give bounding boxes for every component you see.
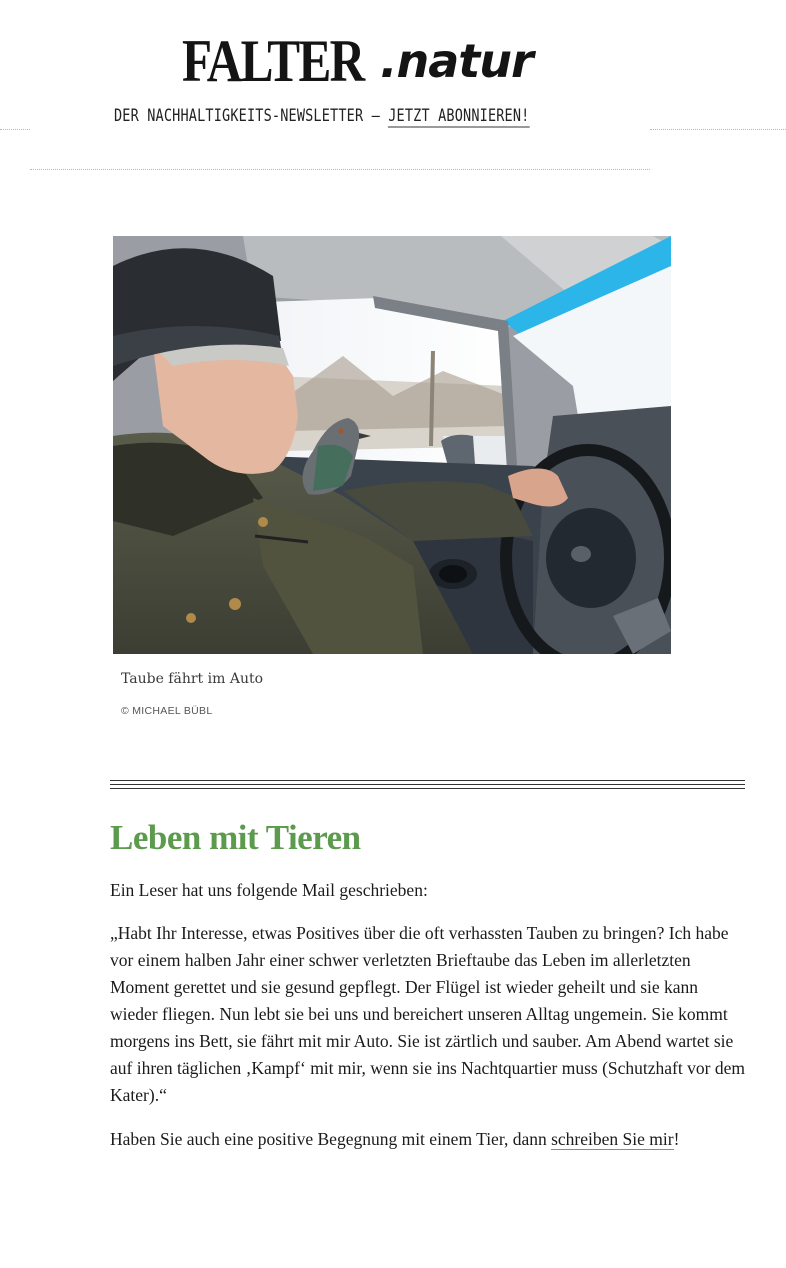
header-dotted-line-right — [650, 129, 786, 130]
subscribe-link[interactable]: JETZT ABONNIEREN! — [388, 106, 529, 128]
section-divider-bottom — [110, 788, 745, 789]
logo-natur-text: .natur — [380, 34, 533, 88]
tagline-text: DER NACHHALTIGKEITS-NEWSLETTER – — [114, 106, 389, 125]
write-to-me-link[interactable]: schreiben Sie mir — [551, 1129, 674, 1149]
section-divider-top — [110, 780, 745, 781]
logo-falter-text: FALTER — [182, 28, 364, 94]
call-to-action — [110, 1126, 746, 1153]
cta-suffix: ! — [673, 1129, 680, 1149]
article-intro: Ein Leser hat uns folgende Mail geschrieben: — [110, 880, 428, 900]
article-heading: Leben mit Tieren — [110, 818, 361, 857]
article-photo — [113, 236, 671, 654]
section-divider-middle — [110, 784, 745, 785]
photo-caption: Taube fährt im Auto — [121, 671, 264, 687]
falter-natur-logo[interactable] — [182, 26, 533, 96]
reader-quote: „Habt Ihr Interesse, etwas Positives über die oft verhassten Tauben zu bringen? Ich habe vor einem halben Jahr einer schwer verletzten Brieftaube das Leben im allerletzten Moment gerettet und sie gesund gepflegt. Der Flügel ist wieder geheilt und sie kann wieder fliegen. Nun lebt sie bei uns und bereichert unseren Alltag ungemein. Sie kommt morgens ins Bett, sie fährt mit mir Auto. Sie ist zärtlich und sauber. Am Abend wartet sie auf ihren täglichen ‚Kampf‘ mit mir, wenn sie ins Nachtquartier muss (Schutzhaft vor dem Kater).“ — [110, 923, 745, 1105]
newsletter-tagline — [114, 106, 529, 125]
photo-credit: © MICHAEL BÜBL — [121, 705, 213, 717]
header-dotted-line-left — [0, 129, 30, 130]
header-dotted-line-bottom — [30, 169, 650, 170]
cta-text: Haben Sie auch eine positive Begegnung mit einem Tier, dann — [110, 1129, 552, 1149]
